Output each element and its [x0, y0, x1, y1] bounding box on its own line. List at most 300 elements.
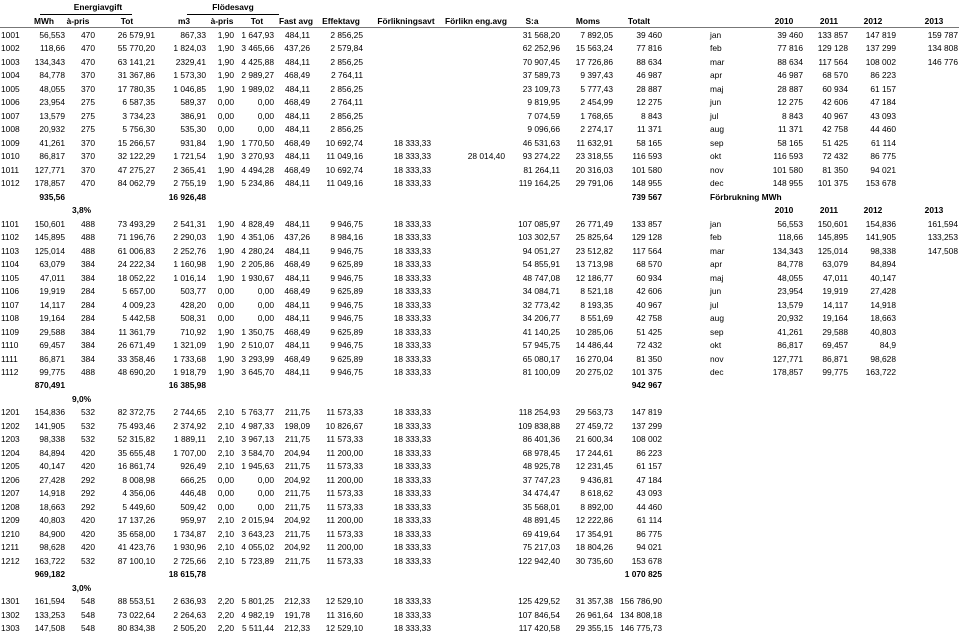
table-cell: 1 733,68	[173, 354, 206, 364]
table-cell: 18 333,33	[393, 340, 431, 350]
column-header: Fast avg	[279, 16, 313, 26]
table-cell: 86,871	[39, 354, 65, 364]
column-header: Moms	[575, 16, 601, 26]
table-cell: 29,588	[39, 327, 65, 337]
table-cell: 2 505,20	[173, 623, 206, 633]
table-cell: 2 365,41	[173, 165, 206, 175]
summary-mwh-cell: 29,588	[822, 327, 848, 337]
table-cell: 1 734,87	[173, 529, 206, 539]
table-cell: 12 222,86	[575, 515, 613, 525]
period-cell: 1302	[1, 610, 20, 620]
table-cell: 84,894	[39, 448, 65, 458]
column-header: Förlikningsavt	[377, 16, 435, 26]
table-cell: 1,90	[217, 367, 234, 377]
table-cell: 1,90	[217, 246, 234, 256]
table-cell: 41 140,25	[522, 327, 560, 337]
table-cell: 9 946,75	[330, 219, 363, 229]
table-cell: 11 200,00	[326, 448, 363, 458]
table-cell: 9 096,66	[527, 124, 560, 134]
table-cell: 18 333,33	[393, 421, 431, 431]
summary-mwh-cell: 145,895	[817, 232, 848, 242]
summary-cost-cell: 88 634	[777, 57, 803, 67]
period-cell: 1102	[1, 232, 20, 242]
table-cell: 211,75	[285, 434, 310, 444]
period-cell: 1008	[1, 124, 20, 134]
table-cell: 488	[81, 367, 95, 377]
table-cell: 99,775	[39, 367, 65, 377]
table-cell: 370	[81, 84, 95, 94]
column-header: MWh	[34, 16, 54, 26]
table-cell: 428,20	[180, 300, 206, 310]
summary-mwh-cell: 84,778	[777, 259, 803, 269]
table-cell: 58 165	[636, 138, 662, 148]
table-cell: 153 678	[631, 556, 662, 566]
table-cell: 18 333,33	[393, 475, 431, 485]
table-cell: 26 961,64	[575, 610, 613, 620]
table-cell: 2 374,92	[173, 421, 206, 431]
table-cell: 1 930,67	[241, 273, 274, 283]
table-cell: 484,11	[285, 151, 310, 161]
period-cell: 1011	[1, 165, 20, 175]
table-cell: 0,00	[217, 111, 234, 121]
table-cell: 20 316,03	[575, 165, 613, 175]
table-cell: 77 816	[636, 43, 662, 53]
table-cell: 5 763,77	[241, 407, 274, 417]
table-cell: 198,09	[284, 421, 310, 431]
table-cell: 86 775	[636, 529, 662, 539]
table-cell: 0,00	[217, 300, 234, 310]
table-cell: 37 589,73	[522, 70, 560, 80]
table-cell: 137 299	[631, 421, 662, 431]
table-cell: 468,49	[284, 259, 310, 269]
table-cell: 484,11	[285, 313, 310, 323]
table-cell: 61 114	[637, 515, 662, 525]
period-cell: 1303	[1, 623, 20, 633]
table-cell: 9 946,75	[330, 313, 363, 323]
table-cell: 1,90	[217, 57, 234, 67]
period-cell: 1207	[1, 488, 20, 498]
period-cell: 1010	[1, 151, 20, 161]
table-cell: 468,49	[284, 165, 310, 175]
period-cell: 1203	[1, 434, 20, 444]
table-cell: 12 529,10	[325, 596, 363, 606]
table-cell: 532	[81, 434, 95, 444]
summary-mwh-cell: 56,553	[777, 219, 803, 229]
summary-cost-cell: 44 460	[870, 124, 896, 134]
table-cell: 42 606	[636, 286, 662, 296]
table-cell: 0,00	[257, 475, 274, 485]
table-cell: 43 093	[636, 488, 662, 498]
summary-cost-cell: 147 819	[865, 30, 896, 40]
table-cell: 34 474,47	[522, 488, 560, 498]
table-cell: 55 770,20	[117, 43, 155, 53]
table-cell: 470	[81, 30, 95, 40]
table-cell: 18 333,33	[393, 529, 431, 539]
table-cell: 86 401,36	[522, 434, 560, 444]
table-cell: 154,836	[34, 407, 65, 417]
table-cell: 47 184	[636, 475, 662, 485]
summary-cost-cell: 81 350	[822, 165, 848, 175]
month-label: okt	[710, 340, 722, 350]
table-cell: 468,49	[284, 327, 310, 337]
table-cell: 484,11	[285, 30, 310, 40]
month-label: nov	[710, 354, 724, 364]
summary-mwh-cell: 13,579	[777, 300, 803, 310]
table-cell: 1,90	[217, 219, 234, 229]
period-cell: 1104	[1, 259, 20, 269]
table-cell: 2 725,66	[173, 556, 206, 566]
table-cell: 2,10	[217, 421, 234, 431]
table-cell: 18 333,33	[393, 313, 431, 323]
table-cell: 116 593	[632, 151, 662, 161]
table-cell: 9 946,75	[330, 340, 363, 350]
table-cell: 18 333,33	[393, 259, 431, 269]
table-cell: 23 318,55	[575, 151, 613, 161]
table-cell: 2 290,03	[173, 232, 206, 242]
table-cell: 2 636,93	[173, 596, 206, 606]
table-cell: 60 934	[636, 273, 662, 283]
table-cell: 2,10	[217, 529, 234, 539]
table-cell: 8 618,62	[580, 488, 613, 498]
table-cell: 942 967	[631, 380, 662, 390]
table-cell: 16 270,04	[575, 354, 613, 364]
table-cell: 72 432	[636, 340, 662, 350]
table-cell: 4 494,28	[241, 165, 274, 175]
month-label: apr	[710, 259, 723, 269]
table-cell: 2 579,84	[330, 43, 363, 53]
table-cell: 0,00	[257, 286, 274, 296]
table-cell: 163,722	[34, 556, 65, 566]
table-cell: 8 521,18	[580, 286, 613, 296]
table-cell: 484,11	[285, 246, 310, 256]
table-cell: 18 333,33	[393, 367, 431, 377]
table-cell: 94 021	[636, 542, 662, 552]
table-cell: 18 333,33	[393, 407, 431, 417]
table-cell: 18 615,78	[168, 569, 206, 579]
table-cell: 11 573,33	[326, 556, 363, 566]
table-cell: 3 293,99	[241, 354, 274, 364]
table-cell: 9 625,89	[330, 259, 363, 269]
table-cell: 3 645,70	[241, 367, 274, 377]
table-cell: 384	[81, 273, 95, 283]
year-header: 2010	[774, 205, 794, 215]
table-cell: 146 775,73	[620, 623, 662, 633]
summary-mwh-cell: 141,905	[865, 232, 896, 242]
summary-mwh-cell: 40,147	[870, 273, 896, 283]
table-cell: 37 747,23	[522, 475, 560, 485]
table-cell: 1,90	[217, 259, 234, 269]
table-cell: 5 234,86	[241, 178, 274, 188]
table-cell: 484,11	[285, 300, 310, 310]
table-cell: 18 333,33	[393, 138, 431, 148]
month-label: dec	[710, 178, 724, 188]
summary-mwh-cell: 41,261	[777, 327, 803, 337]
summary-cost-cell: 133 857	[817, 30, 848, 40]
table-cell: 8 843	[641, 111, 662, 121]
table-cell: 1 016,14	[173, 273, 206, 283]
table-cell: 8 984,16	[330, 232, 363, 242]
table-cell: 420	[81, 542, 95, 552]
year-header: 2013	[924, 16, 944, 26]
table-cell: 4 425,88	[241, 57, 274, 67]
period-cell: 1201	[1, 407, 20, 417]
table-cell: 73 493,29	[117, 219, 155, 229]
table-cell: 9,0%	[72, 394, 92, 404]
table-cell: 2,10	[217, 542, 234, 552]
table-cell: 2 856,25	[330, 84, 363, 94]
period-cell: 1005	[1, 84, 20, 94]
month-label: jul	[710, 300, 719, 310]
period-cell: 1001	[1, 30, 20, 40]
table-cell: 134 808,18	[620, 610, 662, 620]
summary-cost-cell: 137 299	[865, 43, 896, 53]
table-cell: 13,579	[39, 111, 65, 121]
table-cell: 18 333,33	[393, 515, 431, 525]
summary-mwh-cell: 98,338	[870, 246, 896, 256]
summary-cost-cell: 72 432	[822, 151, 848, 161]
table-cell: 47 275,27	[117, 165, 155, 175]
table-cell: 484,11	[285, 273, 310, 283]
table-cell: 5 756,30	[122, 124, 155, 134]
table-cell: 69,457	[39, 340, 65, 350]
table-cell: 109 838,88	[518, 421, 560, 431]
table-cell: 5 777,43	[580, 84, 613, 94]
period-cell: 1111	[1, 354, 18, 364]
summary-mwh-cell: 118,66	[778, 232, 803, 242]
period-cell: 1009	[1, 138, 20, 148]
summary-mwh-cell: 40,803	[870, 327, 896, 337]
table-cell: 535,30	[180, 124, 206, 134]
table-cell: 2,10	[217, 434, 234, 444]
table-cell: 61 006,83	[117, 246, 155, 256]
table-cell: 211,75	[285, 488, 310, 498]
consumption-title: Förbrukning MWh	[710, 192, 782, 202]
table-cell: 9 819,95	[527, 97, 560, 107]
table-cell: 484,11	[285, 111, 310, 121]
summary-cost-cell: 101 580	[772, 165, 803, 175]
summary-mwh-cell: 19,164	[822, 313, 848, 323]
summary-cost-cell: 134 808	[927, 43, 958, 53]
table-cell: 211,75	[285, 407, 310, 417]
table-cell: 11 361,79	[118, 327, 155, 337]
table-cell: 5 442,58	[122, 313, 155, 323]
table-cell: 82 372,75	[117, 407, 155, 417]
summary-cost-cell: 61 157	[870, 84, 896, 94]
table-cell: 11 573,33	[326, 488, 363, 498]
table-cell: 2,20	[217, 596, 234, 606]
table-cell: 468,49	[284, 286, 310, 296]
table-cell: 147 819	[631, 407, 662, 417]
table-cell: 10 692,74	[325, 165, 363, 175]
table-cell: 437,26	[284, 43, 310, 53]
table-cell: 35 658,00	[117, 529, 155, 539]
table-cell: 34 084,71	[522, 286, 560, 296]
table-cell: 370	[81, 151, 95, 161]
table-cell: 48,055	[39, 84, 65, 94]
table-cell: 141,905	[34, 421, 65, 431]
table-cell: 275	[81, 97, 95, 107]
table-cell: 2 856,25	[330, 30, 363, 40]
table-cell: 384	[81, 340, 95, 350]
table-cell: 75 493,46	[117, 421, 155, 431]
summary-cost-cell: 40 967	[822, 111, 848, 121]
period-cell: 1108	[1, 313, 20, 323]
table-cell: 1 707,00	[173, 448, 206, 458]
period-cell: 1101	[1, 219, 20, 229]
table-cell: 1 824,03	[173, 43, 206, 53]
table-cell: 48 747,08	[522, 273, 560, 283]
period-cell: 1204	[1, 448, 20, 458]
table-cell: 2 264,63	[173, 610, 206, 620]
month-label: okt	[710, 151, 722, 161]
table-cell: 46 531,63	[522, 138, 560, 148]
table-cell: 3 465,66	[241, 43, 274, 53]
table-cell: 1,90	[217, 30, 234, 40]
table-cell: 589,37	[180, 97, 206, 107]
table-cell: 14,117	[40, 300, 65, 310]
table-cell: 18 333,33	[393, 461, 431, 471]
summary-mwh-cell: 19,919	[822, 286, 848, 296]
table-cell: 9 397,43	[580, 70, 613, 80]
summary-mwh-cell: 163,722	[865, 367, 896, 377]
table-cell: 384	[81, 327, 95, 337]
table-cell: 103 302,57	[518, 232, 560, 242]
table-cell: 0,00	[257, 97, 274, 107]
table-cell: 71 196,76	[117, 232, 155, 242]
table-cell: 47,011	[40, 273, 65, 283]
summary-cost-cell: 86 775	[870, 151, 896, 161]
table-cell: 488	[81, 219, 95, 229]
table-cell: 484,11	[285, 367, 310, 377]
summary-cost-cell: 11 371	[778, 124, 803, 134]
summary-cost-cell: 39 460	[777, 30, 803, 40]
flow-fee-group-header: Flödesavg	[212, 2, 254, 12]
table-cell: 31 357,38	[575, 596, 613, 606]
table-cell: 127,771	[34, 165, 65, 175]
table-cell: 204,92	[284, 475, 310, 485]
table-cell: 17 137,26	[117, 515, 155, 525]
table-cell: 3 643,23	[241, 529, 274, 539]
table-cell: 101 375	[631, 367, 662, 377]
table-cell: 969,182	[34, 569, 65, 579]
table-cell: 62 252,96	[522, 43, 560, 53]
table-cell: 4 828,49	[241, 219, 274, 229]
table-cell: 11 573,33	[326, 407, 363, 417]
table-cell: 145,895	[34, 232, 65, 242]
table-cell: 161,594	[34, 596, 65, 606]
table-cell: 370	[81, 70, 95, 80]
table-cell: 420	[81, 529, 95, 539]
table-cell: 117 420,58	[518, 623, 560, 633]
table-cell: 107 846,54	[518, 610, 560, 620]
summary-cost-cell: 77 816	[777, 43, 803, 53]
table-cell: 211,75	[285, 461, 310, 471]
summary-cost-cell: 117 564	[818, 57, 848, 67]
summary-cost-cell: 129 128	[817, 43, 848, 53]
table-cell: 468,49	[284, 138, 310, 148]
table-cell: 7 074,59	[527, 111, 560, 121]
table-cell: 118 254,93	[518, 407, 560, 417]
table-cell: 0,00	[257, 313, 274, 323]
summary-cost-cell: 146 776	[927, 57, 958, 67]
table-cell: 2 764,11	[331, 70, 363, 80]
summary-cost-cell: 8 843	[782, 111, 803, 121]
summary-cost-cell: 148 955	[772, 178, 803, 188]
month-label: maj	[710, 84, 724, 94]
table-cell: 2 856,25	[330, 57, 363, 67]
table-cell: 18 333,33	[393, 488, 431, 498]
table-cell: 27 459,72	[575, 421, 613, 431]
table-cell: 11 573,33	[326, 529, 363, 539]
column-header: à-pris	[66, 16, 90, 26]
table-cell: 23 109,73	[522, 84, 560, 94]
table-cell: 52 315,82	[117, 434, 155, 444]
table-cell: 9 625,89	[330, 327, 363, 337]
table-cell: 1 889,11	[174, 434, 206, 444]
table-cell: 34 206,77	[522, 313, 560, 323]
month-label: nov	[710, 165, 724, 175]
table-cell: 292	[81, 502, 95, 512]
period-cell: 1105	[1, 273, 20, 283]
summary-cost-cell: 58 165	[777, 138, 803, 148]
table-cell: 8 008,98	[122, 475, 155, 485]
table-cell: 35 655,48	[117, 448, 155, 458]
table-cell: 23 512,82	[575, 246, 613, 256]
table-cell: 178,857	[34, 178, 65, 188]
summary-cost-cell: 101 375	[817, 178, 848, 188]
table-cell: 0,00	[257, 111, 274, 121]
table-cell: 29 791,06	[575, 178, 613, 188]
table-cell: 11 049,16	[326, 178, 363, 188]
summary-mwh-cell: 127,771	[772, 354, 803, 364]
table-cell: 51 425	[636, 327, 662, 337]
summary-cost-cell: 159 787	[927, 30, 958, 40]
table-cell: 4 351,06	[241, 232, 274, 242]
table-cell: 18 333,33	[393, 300, 431, 310]
table-cell: 30 735,60	[575, 556, 613, 566]
table-cell: 13 713,98	[575, 259, 613, 269]
table-cell: 39 460	[636, 30, 662, 40]
summary-mwh-cell: 154,836	[865, 219, 896, 229]
table-cell: 25 825,64	[575, 232, 613, 242]
table-cell: 68 978,45	[522, 448, 560, 458]
table-cell: 1 721,54	[173, 151, 206, 161]
summary-mwh-cell: 161,594	[927, 219, 958, 229]
table-cell: 0,00	[217, 475, 234, 485]
table-cell: 7 892,05	[580, 30, 613, 40]
table-cell: 19,919	[39, 286, 65, 296]
table-cell: 503,77	[180, 286, 206, 296]
year-header: 2012	[863, 16, 883, 26]
table-cell: 147,508	[34, 623, 65, 633]
table-cell: 68 570	[636, 259, 662, 269]
period-cell: 1109	[1, 327, 20, 337]
period-cell: 1208	[1, 502, 20, 512]
summary-mwh-cell: 147,508	[927, 246, 958, 256]
table-cell: 69 419,64	[522, 529, 560, 539]
summary-mwh-cell: 27,428	[870, 286, 896, 296]
table-cell: 2 274,17	[580, 124, 613, 134]
table-cell: 9 436,81	[580, 475, 613, 485]
table-cell: 11 200,00	[326, 542, 363, 552]
summary-mwh-cell: 63,079	[822, 259, 848, 269]
summary-cost-cell: 108 002	[865, 57, 896, 67]
table-cell: 9 946,75	[330, 273, 363, 283]
month-label: aug	[710, 313, 724, 323]
table-cell: 2 744,65	[173, 407, 206, 417]
table-cell: 5 449,60	[122, 502, 155, 512]
table-cell: 23,954	[39, 97, 65, 107]
